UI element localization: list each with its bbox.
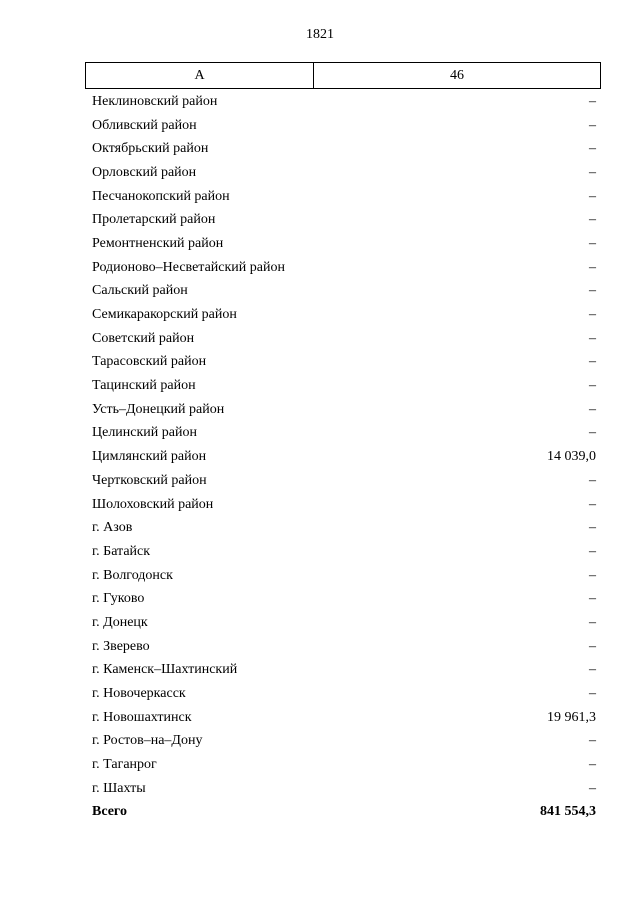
row-value: – bbox=[589, 283, 596, 299]
row-name: Тацинский район bbox=[92, 378, 196, 394]
table-row bbox=[92, 445, 596, 469]
row-name: Ремонтненский район bbox=[92, 235, 224, 251]
row-name: Песчанокопский район bbox=[92, 188, 230, 204]
table-row bbox=[92, 256, 596, 280]
table-row bbox=[92, 611, 596, 635]
table-row bbox=[92, 564, 596, 588]
header-col-a: А bbox=[86, 63, 314, 88]
row-name: Усть–Донецкий район bbox=[92, 401, 225, 417]
table-row bbox=[92, 280, 596, 304]
row-name: Обливский район bbox=[92, 117, 197, 133]
row-name: г. Ростов–на–Дону bbox=[92, 733, 203, 749]
table-row bbox=[92, 327, 596, 351]
row-name: г. Таганрог bbox=[92, 757, 157, 773]
table-row bbox=[92, 351, 596, 375]
header-col-b: 46 bbox=[450, 67, 464, 83]
row-name: Семикаракорский район bbox=[92, 307, 237, 323]
row-value: – bbox=[589, 591, 596, 607]
table-row bbox=[92, 398, 596, 422]
table-row bbox=[92, 161, 596, 185]
table-row bbox=[92, 374, 596, 398]
table-row bbox=[92, 659, 596, 683]
row-value: – bbox=[589, 520, 596, 536]
table-row bbox=[92, 516, 596, 540]
row-value: – bbox=[589, 354, 596, 370]
row-value: – bbox=[589, 662, 596, 678]
table-row bbox=[92, 208, 596, 232]
row-name: Неклиновский район bbox=[92, 93, 218, 109]
row-name: Чертковский район bbox=[92, 472, 207, 488]
row-value: – bbox=[589, 543, 596, 559]
table-header bbox=[85, 62, 601, 89]
row-value: – bbox=[589, 567, 596, 583]
row-value: – bbox=[589, 117, 596, 133]
row-name: г. Зверево bbox=[92, 638, 150, 654]
row-name: г. Волгодонск bbox=[92, 567, 173, 583]
row-value: – bbox=[589, 496, 596, 512]
row-name: Советский район bbox=[92, 330, 195, 346]
row-name: Цимлянский район bbox=[92, 449, 207, 465]
table-row bbox=[92, 303, 596, 327]
row-name: г. Батайск bbox=[92, 543, 151, 559]
table-body bbox=[92, 90, 596, 824]
table-row bbox=[92, 185, 596, 209]
row-name: г. Новочеркасск bbox=[92, 686, 186, 702]
table-row bbox=[92, 469, 596, 493]
row-value: – bbox=[589, 330, 596, 346]
row-value: – bbox=[589, 614, 596, 630]
row-name: г. Донецк bbox=[92, 614, 148, 630]
row-value: – bbox=[589, 425, 596, 441]
table-row bbox=[92, 706, 596, 730]
row-value: 19 961,3 bbox=[547, 709, 596, 725]
row-name: Шолоховский район bbox=[92, 496, 214, 512]
row-name: Орловский район bbox=[92, 164, 197, 180]
row-name: г. Шахты bbox=[92, 780, 146, 796]
row-value: – bbox=[589, 757, 596, 773]
table-row bbox=[92, 540, 596, 564]
table-row bbox=[92, 753, 596, 777]
total-row bbox=[92, 801, 596, 825]
row-name: г. Каменск–Шахтинский bbox=[92, 662, 238, 678]
row-name: Тарасовский район bbox=[92, 354, 207, 370]
row-value: – bbox=[589, 638, 596, 654]
row-value: 14 039,0 bbox=[547, 449, 596, 465]
row-name: г. Азов bbox=[92, 520, 133, 536]
row-name: г. Гуково bbox=[92, 591, 145, 607]
row-value: – bbox=[589, 686, 596, 702]
row-value: – bbox=[589, 212, 596, 228]
table-row bbox=[92, 90, 596, 114]
table-row bbox=[92, 777, 596, 801]
table-row bbox=[92, 730, 596, 754]
row-name: Целинский район bbox=[92, 425, 197, 441]
table-row bbox=[92, 422, 596, 446]
row-value: – bbox=[589, 188, 596, 204]
row-name: Пролетарский район bbox=[92, 212, 216, 228]
table-row bbox=[92, 587, 596, 611]
page-number: 1821 bbox=[306, 27, 334, 42]
total-label: Всего bbox=[92, 804, 127, 820]
row-name: Октябрьский район bbox=[92, 141, 209, 157]
row-value: – bbox=[589, 780, 596, 796]
row-name: Родионово–Несветайский район bbox=[92, 259, 285, 275]
table-row bbox=[92, 635, 596, 659]
row-value: – bbox=[589, 164, 596, 180]
table-row bbox=[92, 682, 596, 706]
total-value: 841 554,3 bbox=[540, 804, 596, 820]
row-value: – bbox=[589, 307, 596, 323]
row-value: – bbox=[589, 378, 596, 394]
row-value: – bbox=[589, 141, 596, 157]
row-name: Сальский район bbox=[92, 283, 188, 299]
table-row bbox=[92, 493, 596, 517]
row-value: – bbox=[589, 259, 596, 275]
row-value: – bbox=[589, 472, 596, 488]
row-value: – bbox=[589, 93, 596, 109]
table-row bbox=[92, 232, 596, 256]
table-row bbox=[92, 114, 596, 138]
row-value: – bbox=[589, 401, 596, 417]
row-name: г. Новошахтинск bbox=[92, 709, 192, 725]
row-value: – bbox=[589, 733, 596, 749]
row-value: – bbox=[589, 235, 596, 251]
table-row bbox=[92, 137, 596, 161]
